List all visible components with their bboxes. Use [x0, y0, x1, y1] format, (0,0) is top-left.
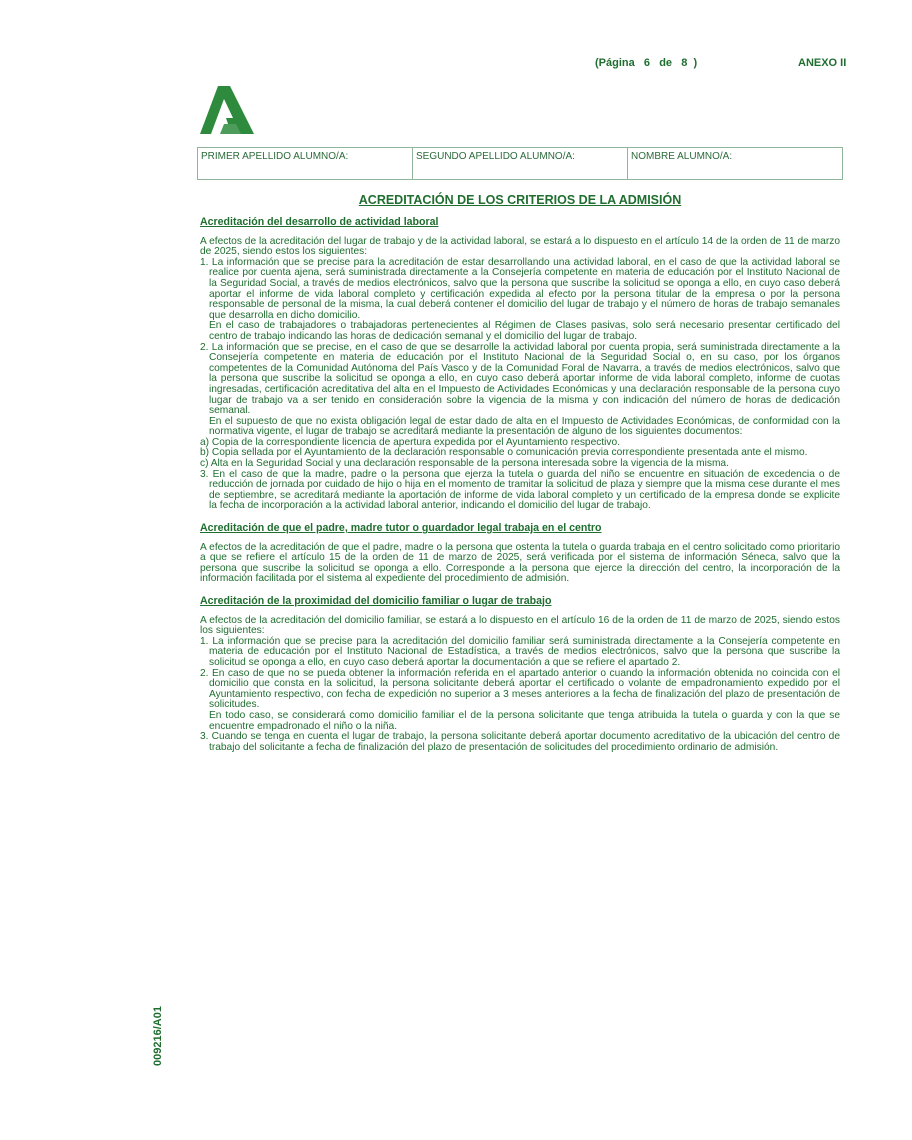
list-item: b) Copia sellada por el Ayuntamiento de la declaración responsable o comunicación previa correspondiente presentada ante el mismo.: [200, 447, 808, 459]
page-number: [595, 57, 697, 69]
junta-andalucia-logo-icon: [198, 84, 256, 136]
page-suffix: ): [693, 57, 698, 69]
list-item: 1. La información que se precise para la acreditación del domicilio familiar será suministrada directamente a la Consejería competente en materia de educación por el Instituto Nacional de Estadística, a través de medios electrónicos, salvo que la persona que suscribe la solicitud se oponga a ello, en cuyo caso deberá aportar la documentación a que se refiere el apartado 2.: [200, 635, 840, 668]
first-surname-label: PRIMER APELLIDO ALUMNO/A:: [201, 151, 349, 162]
page-total: 8: [681, 57, 688, 69]
page-current: 6: [643, 57, 651, 69]
section-heading: Acreditación del desarrollo de actividad laboral: [200, 216, 439, 228]
list-note: En el supuesto de que no exista obligación legal de estar dado de alta en el Impuesto de Actividades Económicas, de conformidad con la normativa vigente, el lugar de trabajo se acreditará mediante la presentación de alguno de los siguientes documentos:: [209, 415, 840, 438]
list-item: 1. La información que se precise para la acreditación de estar desarrollando una actividad laboral, en el caso de que la actividad laboral se realice por cuenta ajena, será suministrada directamente a la Consejería competente en materia de educación por el Instituto Nacional de la Seguridad Social, a través de medios electrónicos, salvo que la persona que suscribe la solicitud se oponga a ello, en cuyo caso deberá aportar el informe de vida laboral completo y certificación expedida al efecto por la persona titular de la empresa o por la persona responsable de personal de la misma, la cual deberá contener el domicilio del lugar de trabajo y el número de horas de trabajo semanales que desarrolla en dicho domicilio.: [200, 256, 840, 321]
list-item: 3. En el caso de que la madre, padre o la persona que ejerza la tutela o guarda del niño se encuentre en situación de excedencia o de reducción de jornada por cuidado de hijo o hija en el momento de tramitar la solicitud de plaza y siempre que la misma cese durante el mes de septiembre, se acreditará mediante la aportación de informe de vida laboral completo y un certificado de la empresa donde se explicite la fecha de incorporación a la actividad laboral anterior, indicando el domicilio del lugar de trabajo.: [200, 468, 840, 512]
page-title: ACREDITACIÓN DE LOS CRITERIOS DE LA ADMISIÓN: [358, 193, 682, 207]
student-names-table: [197, 147, 843, 180]
second-surname-field[interactable]: [413, 148, 628, 179]
page-of: de: [659, 57, 673, 69]
second-surname-label: SEGUNDO APELLIDO ALUMNO/A:: [416, 151, 575, 162]
first-surname-field[interactable]: [198, 148, 413, 179]
list-note: En el caso de trabajadores o trabajadoras pertenecientes al Régimen de Clases pasivas, solo será necesario presentar certificado del centro de trabajo indicando las horas de dedicación semanal y el domicilio del lugar de trabajo.: [209, 320, 840, 342]
paragraph: A efectos de la acreditación del lugar de trabajo y de la actividad laboral, se estará a lo dispuesto en el artículo 14 de la orden de 11 de marzo de 2025, siendo estos los siguientes:: [200, 235, 840, 258]
list-item: c) Alta en la Seguridad Social y una declaración responsable de la persona interesada sobre la vigencia de la misma.: [200, 458, 729, 470]
page-prefix: (Página: [595, 57, 635, 69]
document-body: [200, 214, 840, 753]
list-item: 2. La información que se precise, en el caso de que se desarrolle la actividad laboral por cuenta propia, será suministrada directamente a la Consejería competente en materia de educación por el Instituto Nacional de la Seguridad Social o, en su caso, por los órganos competentes de la Comunidad Autónoma del País Vasco y de la Comunidad Foral de Navarra, a través de medios electrónicos, salvo que la persona que suscribe la solicitud se oponga a ello, en cuyo caso deberá aportar informe de vida laboral completo, informe de cuotas ingresadas, certificación acreditativa del alta en el Impuesto de Actividades Económicas y una declaración responsable de la persona cuyo lugar de trabajo va a ser tenido en consideración sobre la vigencia de la misma y con indicación del número de horas de dedicación semanal.: [200, 341, 840, 417]
paragraph: A efectos de la acreditación de que el padre, madre o la persona que ostenta la tutela o guarda trabaja en el centro solicitado como prioritario a que se refiere el artículo 15 de la orden de 11 de marzo de 2025, será verificada por el sistema de información Séneca, salvo que la persona que suscribe la solicitud se oponga a ello. Corresponde a la persona que ejerce la dirección del centro, la incorporación de la información facilitada por el sistema al expediente del procedimiento de admisión.: [200, 541, 840, 585]
section-heading: Acreditación de que el padre, madre tutor o guardador legal trabaja en el centro: [200, 522, 602, 535]
section-heading: Acreditación de la proximidad del domicilio familiar o lugar de trabajo: [200, 595, 552, 607]
name-label: NOMBRE ALUMNO/A:: [631, 151, 733, 162]
list-item: 2. En caso de que no se pueda obtener la información referida en el apartado anterior o cuando la información obtenida no coincida con el domicilio que consta en la solicitud, la persona solicitante deberá aportar el certificado o volante de empadronamiento expedido por el Ayuntamiento respectivo, con fecha de expedición no superior a 3 meses anteriores a la fecha de finalización del plazo de presentación de solicitudes.: [200, 667, 840, 711]
name-field[interactable]: [628, 148, 842, 179]
form-code: 009216/A01: [152, 1006, 164, 1066]
annex-label: ANEXO II: [798, 57, 847, 69]
paragraph: A efectos de la acreditación del domicilio familiar, se estará a lo dispuesto en el artículo 16 de la orden de 11 de marzo de 2025, siendo estos los siguientes:: [200, 614, 840, 637]
list-note: En todo caso, se considerará como domicilio familiar el de la persona solicitante que tenga atribuida la tutela o guarda y con la que se encuentre empadronado el niño o la niña.: [209, 709, 840, 732]
list-item: a) Copia de la correspondiente licencia de apertura expedida por el Ayuntamiento respectivo.: [200, 436, 621, 448]
list-item: 3. Cuando se tenga en cuenta el lugar de trabajo, la persona solicitante deberá aportar documento acreditativo de la ubicación del centro de trabajo del solicitante a fecha de finalización del plazo de presentación de solicitudes del procedimiento ordinario de admisión.: [200, 731, 840, 753]
